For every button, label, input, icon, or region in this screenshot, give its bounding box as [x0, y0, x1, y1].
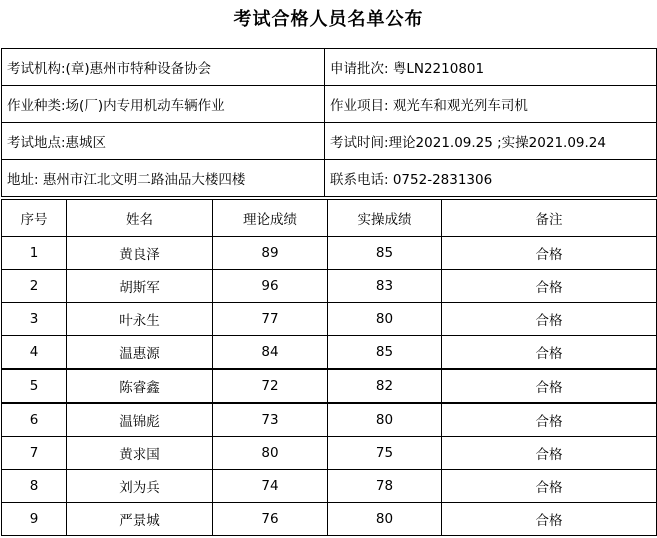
table-row [2, 470, 657, 503]
cell-theory: 72 [213, 369, 328, 403]
cell-practice: 85 [328, 336, 442, 370]
cell-no: 1 [2, 237, 67, 270]
approval-cell: 申请批次: 粤LN2210801 [325, 49, 657, 86]
cell-name: 黄求国 [67, 437, 213, 470]
table-row [2, 237, 657, 270]
cell-practice: 80 [328, 403, 442, 437]
cell-theory: 73 [213, 403, 328, 437]
cell-name: 叶永生 [67, 303, 213, 336]
cell-name: 严景城 [67, 503, 213, 536]
cell-remark: 合格 [442, 336, 657, 370]
cell-no: 5 [2, 369, 67, 403]
cell-practice: 80 [328, 503, 442, 536]
cell-theory: 89 [213, 237, 328, 270]
exam-info-table [1, 48, 657, 197]
cell-name: 胡斯军 [67, 270, 213, 303]
cell-practice: 78 [328, 470, 442, 503]
table-row [2, 303, 657, 336]
cell-no: 6 [2, 403, 67, 437]
header-theory: 理论成绩 [213, 200, 328, 237]
table-header-row [2, 200, 657, 237]
cell-no: 4 [2, 336, 67, 370]
cell-remark: 合格 [442, 369, 657, 403]
cell-theory: 77 [213, 303, 328, 336]
info-row [2, 86, 657, 123]
project-cell: 作业项目: 观光车和观光列车司机 [325, 86, 657, 123]
cell-practice: 83 [328, 270, 442, 303]
cell-remark: 合格 [442, 503, 657, 536]
exam-time-cell: 考试时间:理论2021.09.25 ;实操2021.09.24 [325, 123, 657, 160]
cell-remark: 合格 [442, 303, 657, 336]
location-cell: 考试地点:惠城区 [2, 123, 325, 160]
cell-name: 陈睿鑫 [67, 369, 213, 403]
cell-remark: 合格 [442, 270, 657, 303]
address-cell: 地址: 惠州市江北文明二路油品大楼四楼 [2, 160, 325, 197]
table-row [2, 336, 657, 370]
header-practice: 实操成绩 [328, 200, 442, 237]
cell-no: 8 [2, 470, 67, 503]
cell-name: 刘为兵 [67, 470, 213, 503]
cell-no: 7 [2, 437, 67, 470]
info-row [2, 49, 657, 86]
table-row [2, 270, 657, 303]
cell-practice: 80 [328, 303, 442, 336]
cell-no: 9 [2, 503, 67, 536]
info-row [2, 160, 657, 197]
header-remark: 备注 [442, 200, 657, 237]
table-row [2, 437, 657, 470]
table-row [2, 369, 657, 403]
cell-remark: 合格 [442, 470, 657, 503]
job-type-cell: 作业种类:场(厂)内专用机动车辆作业 [2, 86, 325, 123]
results-table [1, 199, 657, 536]
page-title: 考试合格人员名单公布 [233, 9, 424, 30]
info-row [2, 123, 657, 160]
cell-practice: 85 [328, 237, 442, 270]
cell-practice: 75 [328, 437, 442, 470]
phone-cell: 联系电话: 0752-2831306 [325, 160, 657, 197]
institution-cell: 考试机构:(章)惠州市特种设备协会 [2, 49, 325, 86]
header-no: 序号 [2, 200, 67, 237]
cell-remark: 合格 [442, 403, 657, 437]
cell-practice: 82 [328, 369, 442, 403]
cell-theory: 74 [213, 470, 328, 503]
cell-theory: 84 [213, 336, 328, 370]
cell-no: 3 [2, 303, 67, 336]
cell-name: 黄良泽 [67, 237, 213, 270]
cell-name: 温锦彪 [67, 403, 213, 437]
cell-theory: 80 [213, 437, 328, 470]
cell-remark: 合格 [442, 437, 657, 470]
cell-no: 2 [2, 270, 67, 303]
header-name: 姓名 [67, 200, 213, 237]
cell-theory: 96 [213, 270, 328, 303]
cell-theory: 76 [213, 503, 328, 536]
cell-remark: 合格 [442, 237, 657, 270]
table-row [2, 403, 657, 437]
cell-name: 温惠源 [67, 336, 213, 370]
table-row [2, 503, 657, 536]
